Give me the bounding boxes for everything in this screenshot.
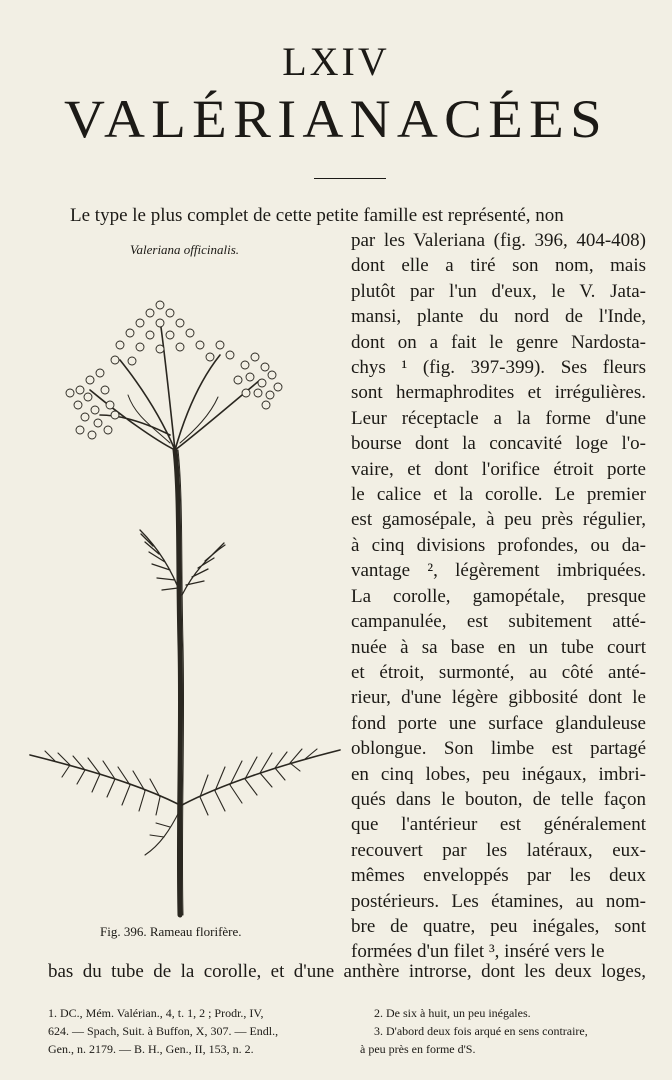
body-text-line: vaire, et dont l'orifice étroit porte bbox=[351, 458, 646, 480]
footnote-line: 1. DC., Mém. Valérian., 4, t. 1, 2 ; Prodr., IV, bbox=[48, 1006, 264, 1020]
flower-cluster-top bbox=[111, 301, 234, 365]
footnotes-right bbox=[360, 1004, 650, 1058]
body-text-line: est gamosépale, à peu près régulier, bbox=[351, 509, 646, 531]
body-text-line: mêmes enveloppés par les deux bbox=[351, 865, 646, 887]
body-text-line: et étroit, surmonté, au côté anté- bbox=[351, 661, 646, 683]
lower-leaf-right bbox=[182, 750, 340, 805]
footnotes-left bbox=[48, 1004, 348, 1058]
body-text-line: La corolle, gamopétale, presque bbox=[351, 585, 646, 607]
body-text-line: dont elle a tiré son nom, mais bbox=[351, 255, 646, 277]
chapter-number: LXIV bbox=[282, 39, 390, 84]
body-text-line: bourse dont la concavité loge l'o- bbox=[351, 433, 646, 455]
chapter-title: VALÉRIANACÉES bbox=[64, 89, 608, 149]
intro-text-line: Le type le plus complet de cette petite famille est représenté, non bbox=[70, 205, 564, 226]
flower-cluster-left bbox=[66, 369, 119, 439]
body-text-line: le calice et la corolle. Le premier bbox=[351, 484, 646, 506]
footnote-line: 624. — Spach, Suit. à Buffon, X, 307. — Endl., bbox=[48, 1024, 279, 1038]
middle-leaf-left bbox=[140, 530, 181, 595]
body-text-line: sont hermaphrodites et irrégulières. bbox=[351, 382, 646, 404]
footnote-line: à peu près en forme d'S. bbox=[360, 1042, 476, 1056]
lower-leaf-drooping bbox=[145, 810, 180, 855]
inflorescence-branches bbox=[90, 320, 260, 450]
figure-species-caption: Valeriana officinalis. bbox=[130, 242, 240, 257]
body-text-line: campanulée, est subitement atté- bbox=[351, 611, 646, 633]
body-text-column bbox=[351, 228, 646, 965]
body-text-line: chys ¹ (fig. 397-399). Ses fleurs bbox=[351, 357, 646, 379]
body-text-line: formées d'un filet ³, inséré vers le bbox=[351, 941, 605, 963]
body-text-line: Leur réceptacle a la forme d'une bbox=[351, 407, 646, 429]
title-rule bbox=[314, 178, 386, 179]
valerian-illustration bbox=[20, 265, 350, 920]
figure-caption: Fig. 396. Rameau florifère. bbox=[100, 924, 242, 939]
footnote-line: 3. D'abord deux fois arqué en sens contraire, bbox=[374, 1024, 588, 1038]
footnote-line: Gen., n. 2179. — B. H., Gen., II, 153, n. 2. bbox=[48, 1042, 254, 1056]
body-text-line: nuée à sa base en un tube court bbox=[351, 636, 646, 658]
body-text-line: que l'antérieur est généralement bbox=[351, 814, 646, 836]
body-text-line: bre de quatre, peu inégales, sont bbox=[351, 915, 646, 937]
body-text-line: postérieurs. Les étamines, au nom- bbox=[351, 890, 646, 912]
middle-leaf-right bbox=[182, 543, 225, 595]
body-text-line: vantage ², légèrement imbriquées. bbox=[351, 560, 646, 582]
body-text-line: qués dans le bouton, de telle façon bbox=[351, 788, 646, 810]
body-text-line: oblongue. Son limbe est partagé bbox=[351, 738, 646, 760]
body-text-line: plutôt par l'un d'eux, le V. Jata- bbox=[351, 280, 646, 302]
body-text-line: recouvert par les latéraux, eux- bbox=[351, 839, 646, 861]
body-text-line: en cinq lobes, peu inégaux, imbri- bbox=[351, 763, 646, 785]
body-text-line: à cinq divisions profondes, ou da- bbox=[351, 534, 646, 556]
body-text-full-line: bas du tube de la corolle, et d'une anthère introrse, dont les deux loges, bbox=[48, 961, 646, 982]
body-text-line: rieur, d'une légère gibbosité dont le bbox=[351, 687, 646, 709]
footnote-line: 2. De six à huit, un peu inégales. bbox=[374, 1006, 531, 1020]
body-text-line: fond porte une surface glanduleuse bbox=[351, 712, 646, 734]
body-text-line: par les Valeriana (fig. 396, 404-408) bbox=[351, 230, 646, 251]
body-text-line: mansi, plante du nord de l'Inde, bbox=[351, 306, 646, 328]
flower-clusters bbox=[66, 301, 282, 439]
lower-leaf-left bbox=[30, 755, 180, 805]
body-text-line: dont on a fait le genre Nardosta- bbox=[351, 331, 646, 353]
plant-stem bbox=[175, 450, 181, 915]
